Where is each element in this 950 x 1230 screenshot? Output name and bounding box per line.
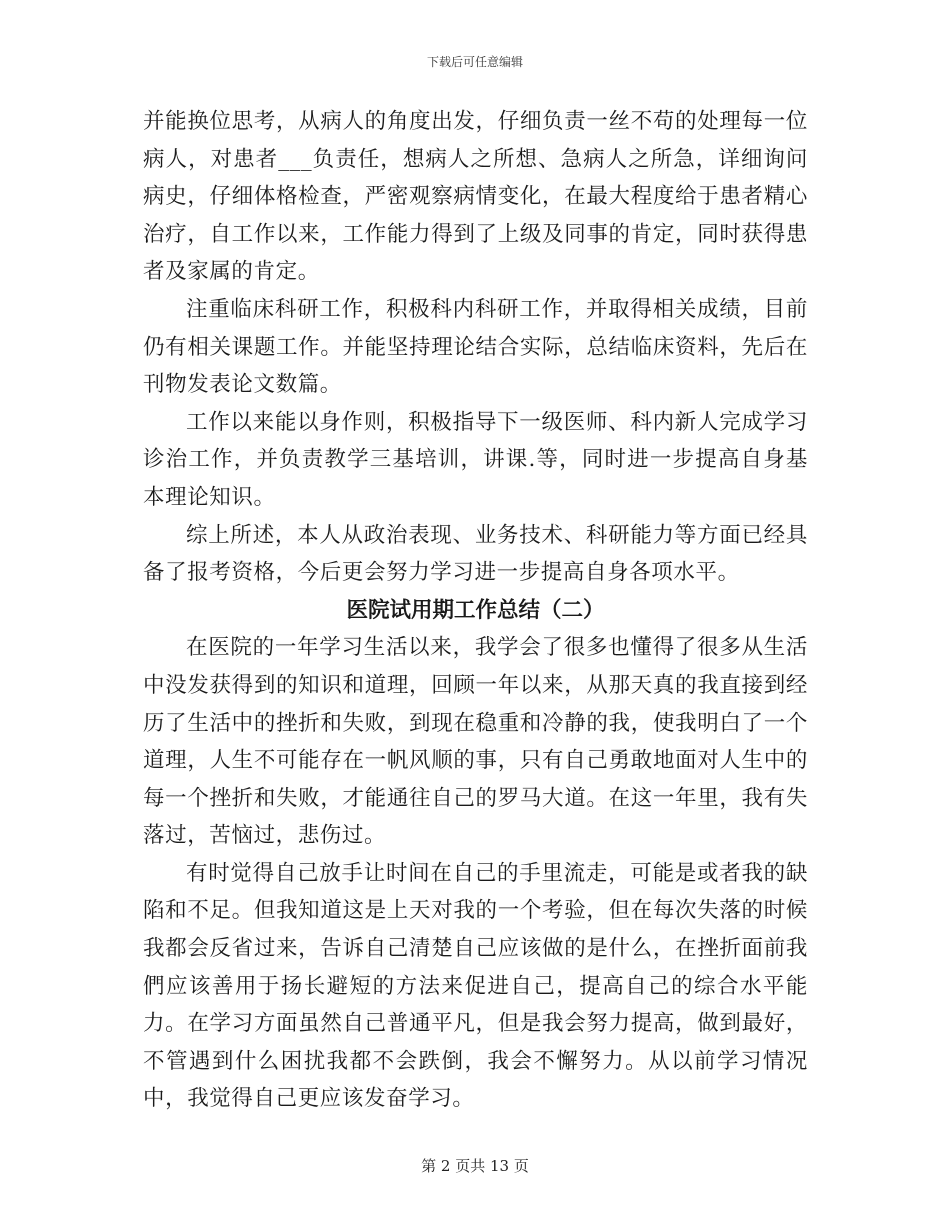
page-header: 下载后可任意编辑 xyxy=(426,55,523,69)
page-footer: 第 2 页共 13 页 xyxy=(421,1157,529,1175)
paragraph-1: 并能换位思考，从病人的角度出发，仔细负责一丝不苟的处理每一位病人，对患者___负责任，想病人之所想、急病人之所急，详细询问病史，仔细体格检查，严密观察病情变化，在最大程度给于患者精心治疗，自工作以来，工作能力得到了上级及同事的肯定，同时获得患者及家属的肯定。 xyxy=(143,109,808,285)
paragraph-2: 注重临床科研工作，积极科内科研工作，并取得相关成绩，目前仍有相关课题工作。并能坚持理论结合实际，总结临床资料，先后在刊物发表论文数篇。 xyxy=(143,296,808,398)
section-paragraph-2: 有时觉得自己放手让时间在自己的手里流走，可能是或者我的缺陷和不足。但我知道这是上天对我的一个考验，但在每次失落的时候我都会反省过来，告诉自己清楚自己应该做的是什么，在挫折面前我們应该善用于扬长避短的方法来促进自己，提高自己的综合水平能力。在学习方面虽然自己普通平凡，但是我会努力提高，做到最好，不管遇到什么困扰我都不会跌倒，我会不懈努力。从以前学习情况中，我觉得自己更应该发奋学习。 xyxy=(143,860,808,1112)
document-body xyxy=(143,103,808,1118)
section-paragraph-1: 在医院的一年学习生活以来，我学会了很多也懂得了很多从生活中没发获得到的知识和道理，回顾一年以来，从那天真的我直接到经历了生活中的挫折和失败，到现在稳重和冷静的我，使我明白了一个道理，人生不可能存在一帆风顺的事，只有自己勇敢地面对人生中的每一个挫折和失败，才能通往自己的罗马大道。在这一年里，我有失落过，苦恼过，悲伤过。 xyxy=(143,635,808,849)
paragraph-4: 综上所述，本人从政治表现、业务技术、科研能力等方面已经具备了报考资格，今后更会努力学习进一步提高自身各项水平。 xyxy=(143,522,808,586)
section-title: 医院试用期工作总结（二） xyxy=(346,597,605,623)
paragraph-3: 工作以来能以身作则，积极指导下一级医师、科内新人完成学习诊治工作，并负责教学三基培训，讲课.等，同时进一步提高自身基本理论知识。 xyxy=(143,409,808,510)
